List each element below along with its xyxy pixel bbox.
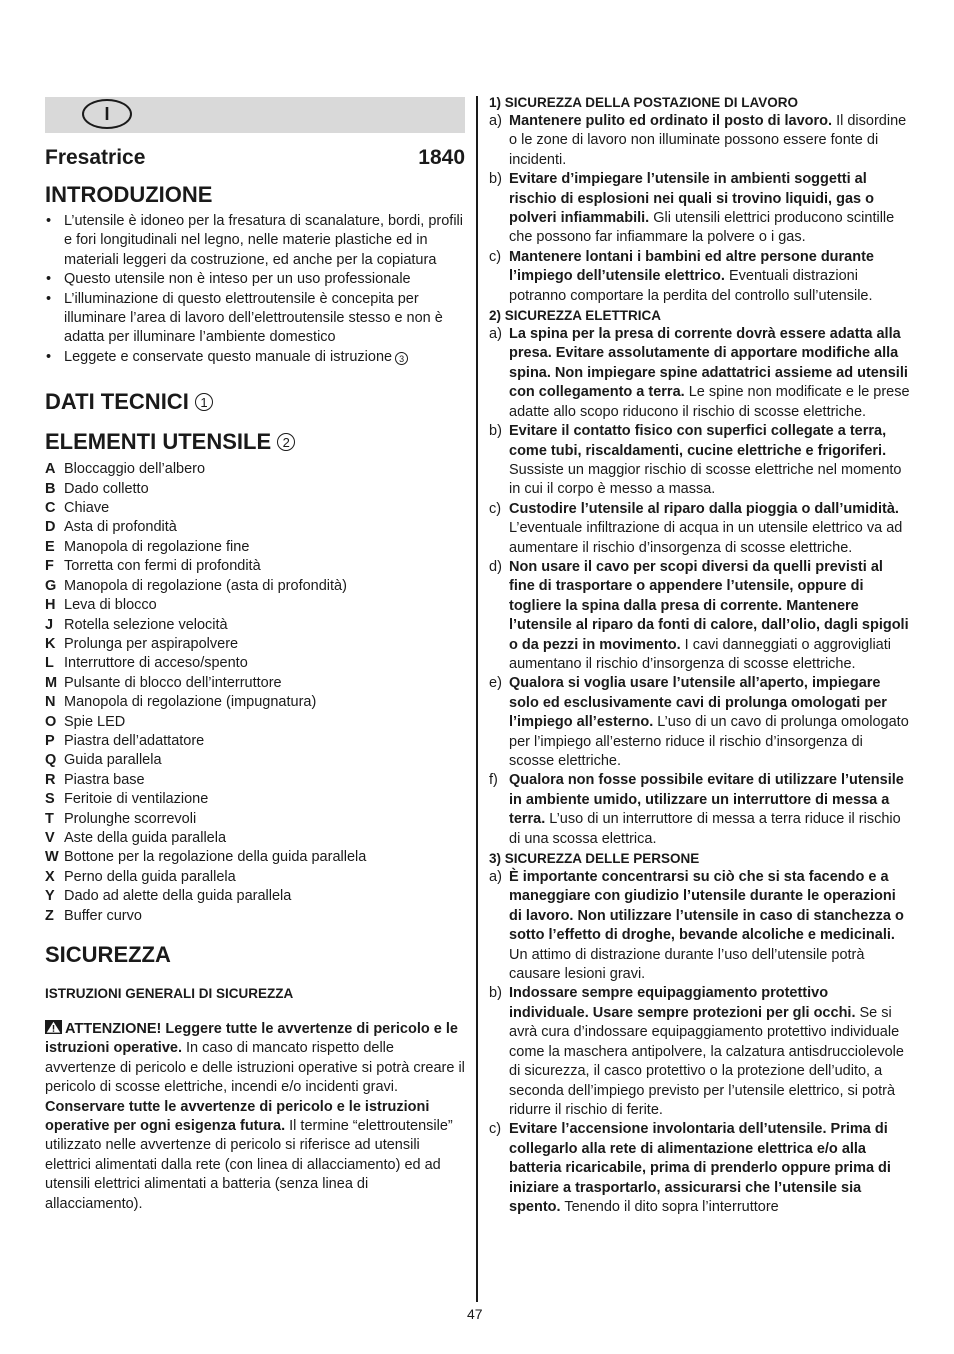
safety-item-text: Custodire l’utensile al riparo dalla pioggia o dall’umidità. L’eventuale infiltrazione di acqua in un utensile elettrico va ad aumentare il rischio d’insorgenza di scosse elettriche. <box>509 500 903 556</box>
elementi-item-text: Piastra base <box>64 771 145 788</box>
elementi-item-text: Asta di profondità <box>64 519 177 536</box>
elementi-item <box>45 654 465 673</box>
elementi-item-letter: W <box>45 849 59 866</box>
elementi-item <box>45 829 465 848</box>
safety-item-letter: a) <box>489 869 502 886</box>
safety-item <box>489 984 911 1120</box>
elementi-item <box>45 557 465 576</box>
safety-item-letter: c) <box>489 500 502 517</box>
elementi-item-letter: C <box>45 500 56 517</box>
elementi-item-text: Perno della guida parallela <box>64 868 236 885</box>
elementi-item-text: Bottone per la regolazione della guida parallela <box>64 849 367 866</box>
safety-item-text: È importante concentrarsi su ciò che si sta facendo e a maneggiare con giudizio l’utensile durante le operazioni di lavoro. Non utilizzare l’utensile in caso di stanchezza o sotto l’effetto di droghe, bevande alcoliche e medicinali. Un attimo di distrazione durante l’uso dell’utensile potrà causare lesioni gravi. <box>509 869 904 983</box>
safety-item-text: Qualora non fosse possibile evitare di utilizzare l’utensile in ambiente umido, utilizzare un interruttore di messa a terra. L’uso di un interruttore di messa a terra riduce il rischio di una scossa elettrica. <box>509 772 904 847</box>
elementi-item-letter: L <box>45 655 54 672</box>
elementi-item-letter: O <box>45 713 57 730</box>
elementi-item-text: Dado colletto <box>64 480 149 497</box>
elementi-item-letter: E <box>45 538 55 555</box>
warning-paragraph: ATTENZIONE! Leggere tutte le avvertenze di pericolo e le istruzioni operative. In caso di mancato rispetto delle avvertenze di pericolo e delle istruzioni operative si potrà creare il pericolo di scosse elettriche, incendi e/o incidenti gravi. Conservare tutte le avvertenze di pericolo e le istruzioni operative per ogni esigenza futura. Il termine “elettroutensile” utilizzato nelle avvertenze di pericolo si riferisce ad utensili elettrici alimentati dalla rete (con linea di allacciamento) ed ad utensili elettrici alimentati a batteria (senza linea di allacciamento). <box>45 1021 465 1212</box>
elementi-item-letter: S <box>45 791 55 808</box>
safety-item <box>489 674 911 771</box>
safety-item-letter: a) <box>489 326 502 343</box>
safety-item-text: Non usare il cavo per scopi diversi da quelli previsti al fine di trasportare o appendere l’utensile, oppure di togliere la spina dalla presa di corrente. Mantenere l’utensile al riparo da fonti di calore, dall’olio, dagli spigoli o da pezzi in movimento. I cavi danneggiati o aggrovigliati aumentano il rischio d’insorgenza di scosse elettriche. <box>509 558 909 672</box>
elementi-item <box>45 751 465 770</box>
product-model: 1840 <box>418 146 465 169</box>
elementi-item-letter: Z <box>45 907 54 924</box>
elementi-item-text: Piastra dell’adattatore <box>64 732 205 749</box>
elementi-item-text: Prolunghe scorrevoli <box>64 810 197 827</box>
safety-item-text: Qualora si voglia usare l’utensile all’aperto, impiegare solo ed esclusivamente cavi di prolunga omologati per l’impiego all’esterno. L’uso di un cavo di prolunga omologato per l’impiego all’esterno riduce il rischio d’insorgenza di scosse elettriche. <box>509 675 909 769</box>
intro-bullet: • L’illuminazione di questo elettroutensile è concepita per illuminare l’area di lavoro dell’elettroutensile stesso e non è adatta per illuminare l’ambiente domestico <box>45 290 465 348</box>
elementi-item-letter: X <box>45 868 55 885</box>
elementi-item-letter: A <box>45 461 56 478</box>
elementi-item-letter: B <box>45 480 56 497</box>
safety-item-letter: b) <box>489 423 502 440</box>
elementi-item <box>45 577 465 596</box>
safety-item <box>489 112 911 170</box>
elementi-item-letter: P <box>45 732 55 749</box>
safety-section-heading: 1) SICUREZZA DELLA POSTAZIONE DI LAVORO <box>489 95 799 110</box>
safety-item <box>489 325 911 422</box>
elementi-item-text: Torretta con fermi di profondità <box>64 558 261 575</box>
elementi-item <box>45 887 465 906</box>
elementi-item <box>45 616 465 635</box>
elementi-item-text: Pulsante di blocco dell’interruttore <box>64 674 282 691</box>
sicurezza-heading: SICUREZZA <box>45 942 171 967</box>
elementi-item <box>45 635 465 654</box>
right-column <box>489 93 911 1217</box>
elementi-item-letter: Q <box>45 752 57 769</box>
safety-item-letter: e) <box>489 675 502 692</box>
intro-heading: INTRODUZIONE <box>45 182 213 207</box>
safety-item <box>489 771 911 849</box>
safety-item-text: Mantenere pulito ed ordinato il posto di lavoro. Il disordine o le zone di lavoro non illuminate possono essere fonte di incidenti. <box>509 113 907 168</box>
safety-item-text: La spina per la presa di corrente dovrà essere adatta alla presa. Evitare assolutamente di apportare modifiche alla spina. Non impiegare spine adattatrici assieme ad utensili con collegamento a terra. Le spine non modificate e le prese adatte allo scopo riducono il rischio di scosse elettriche. <box>509 326 910 420</box>
dati-tecnici-heading: DATI TECNICI 1 <box>45 389 465 415</box>
elementi-item-letter: H <box>45 597 56 614</box>
intro-bullet-list <box>45 212 465 367</box>
safety-section-heading: 3) SICUREZZA DELLE PERSONE <box>489 851 700 867</box>
safety-item <box>489 170 911 248</box>
elementi-item-letter: K <box>45 635 56 652</box>
elementi-item-letter: F <box>45 558 54 575</box>
elementi-item <box>45 460 465 479</box>
elementi-item-letter: T <box>45 810 54 827</box>
elementi-item <box>45 907 465 926</box>
product-name: Fresatrice <box>45 146 146 169</box>
safety-item-letter: c) <box>489 1121 502 1138</box>
elementi-item-letter: D <box>45 519 56 536</box>
safety-item <box>489 500 911 558</box>
safety-section-heading: 2) SICUREZZA ELETTRICA <box>489 308 661 324</box>
elementi-item <box>45 848 465 867</box>
elementi-item <box>45 732 465 751</box>
safety-item <box>489 422 911 500</box>
elementi-item-text: Rotella selezione velocità <box>64 616 228 633</box>
intro-bullet: • L’utensile è idoneo per la fresatura di scanalature, bordi, profili e fori longitudinali nel legno, nelle materie plastiche ed in materiali leggeri da costruzione, ed anche per la copiatura <box>45 212 465 270</box>
safety-item <box>489 558 911 674</box>
product-title-row <box>45 145 465 170</box>
safety-item-letter: a) <box>489 113 502 129</box>
elementi-item-text: Bloccaggio dell’albero <box>64 461 206 478</box>
elementi-item-text: Manopola di regolazione (impugnatura) <box>64 694 317 711</box>
elementi-item-text: Interruttore di acceso/spento <box>64 655 248 672</box>
elementi-item <box>45 810 465 829</box>
elementi-item-text: Spie LED <box>64 713 126 730</box>
elementi-item-letter: M <box>45 674 58 691</box>
elementi-item-text: Aste della guida parallela <box>64 829 227 846</box>
elementi-list <box>45 460 465 926</box>
elementi-item-text: Buffer curvo <box>64 907 142 924</box>
elementi-item-letter: R <box>45 771 56 788</box>
elementi-item-text: Manopola di regolazione fine <box>64 538 250 555</box>
page-number: 47 <box>467 1306 483 1322</box>
elementi-item-text: Leva di blocco <box>64 597 157 614</box>
istruzioni-subheading: ISTRUZIONI GENERALI DI SICUREZZA <box>45 986 294 1001</box>
safety-item-text: Indossare sempre equipaggiamento protettivo individuale. Usare sempre protezioni per gli occhi. Se si avrà cura d’indossare equipaggiamento protettivo individuale come la maschera antipolvere, la calzatura antisdrucciolevole di sicurezza, il casco protettivo o la protezione dell’udito, a seconda dell’impiego previsto per l’utensile elettrico, si potrà ridurre il rischio di ferite. <box>509 985 904 1118</box>
elementi-item-text: Prolunga per aspirapolvere <box>64 635 239 652</box>
warning-triangle-icon <box>45 1020 62 1034</box>
safety-item-letter: c) <box>489 248 502 265</box>
safety-item-text: Evitare il contatto fisico con superfici collegate a terra, come tubi, riscaldamenti, cucine elettriche e frigoriferi. Sussiste un maggior rischio di scosse elettriche nel momento in cui il corpo è messo a massa. <box>509 423 902 498</box>
figure-ref-icon: 2 <box>277 433 295 451</box>
safety-item <box>489 1120 911 1217</box>
safety-item <box>489 868 911 984</box>
elementi-item-text: Dado ad alette della guida parallela <box>64 888 292 905</box>
safety-item-text: Evitare l’accensione involontaria dell’utensile. Prima di collegarlo alla rete di alimentazione elettrica e/o alla batteria ricaricabile, prima di prenderlo oppure prima di iniziare a trasportarlo, assicurarsi che l’utensile sia spento. Tenendo il dito sopra l’interruttore <box>509 1121 891 1215</box>
figure-ref-icon: 1 <box>195 393 213 411</box>
elementi-heading: ELEMENTI UTENSILE 2 <box>45 429 465 455</box>
elementi-item-letter: J <box>45 616 54 633</box>
intro-bullet: • Questo utensile non è inteso per un uso professionale <box>45 270 465 289</box>
safety-item-text: Evitare d’impiegare l’utensile in ambienti soggetti al rischio di esplosioni nei quali si trovino liquidi, gas o polveri infiammabili. Gli utensili elettrici producono scintille che possono far infiammare la polvere o i gas. <box>509 171 895 246</box>
elementi-item <box>45 674 465 693</box>
elementi-item-text: Feritoie di ventilazione <box>64 791 209 808</box>
safety-item-text: Mantenere lontani i bambini ed altre persone durante l’impiego dell’utensile elettrico. Eventuali distrazioni potranno comportare la perdita del controllo sull’utensile. <box>509 248 874 304</box>
elementi-item <box>45 518 465 537</box>
elementi-item <box>45 538 465 557</box>
intro-bullet: • Leggete e conservate questo manuale di istruzione 3 <box>45 348 465 367</box>
safety-item-letter: f) <box>489 772 498 789</box>
elementi-item <box>45 868 465 887</box>
safety-item-letter: b) <box>489 171 502 188</box>
elementi-item <box>45 771 465 790</box>
elementi-item <box>45 713 465 732</box>
elementi-item-letter: V <box>45 829 55 846</box>
elementi-item <box>45 790 465 809</box>
elementi-item-text: Chiave <box>64 500 110 517</box>
elementi-item <box>45 480 465 499</box>
elementi-item-letter: Y <box>45 888 55 905</box>
elementi-item <box>45 499 465 518</box>
column-divider <box>476 96 478 1302</box>
language-band <box>45 97 465 133</box>
safety-item-letter: d) <box>489 558 502 575</box>
figure-ref-icon: 3 <box>395 352 408 365</box>
safety-item-letter: b) <box>489 985 502 1002</box>
elementi-item-letter: G <box>45 577 57 594</box>
elementi-item-text: Manopola di regolazione (asta di profondità) <box>64 577 347 594</box>
left-column <box>45 97 465 1214</box>
elementi-item <box>45 693 465 712</box>
safety-item <box>489 248 911 306</box>
elementi-item-letter: N <box>45 694 56 711</box>
elementi-item-text: Guida parallela <box>64 752 162 769</box>
language-badge: I <box>82 99 132 129</box>
elementi-item <box>45 596 465 615</box>
